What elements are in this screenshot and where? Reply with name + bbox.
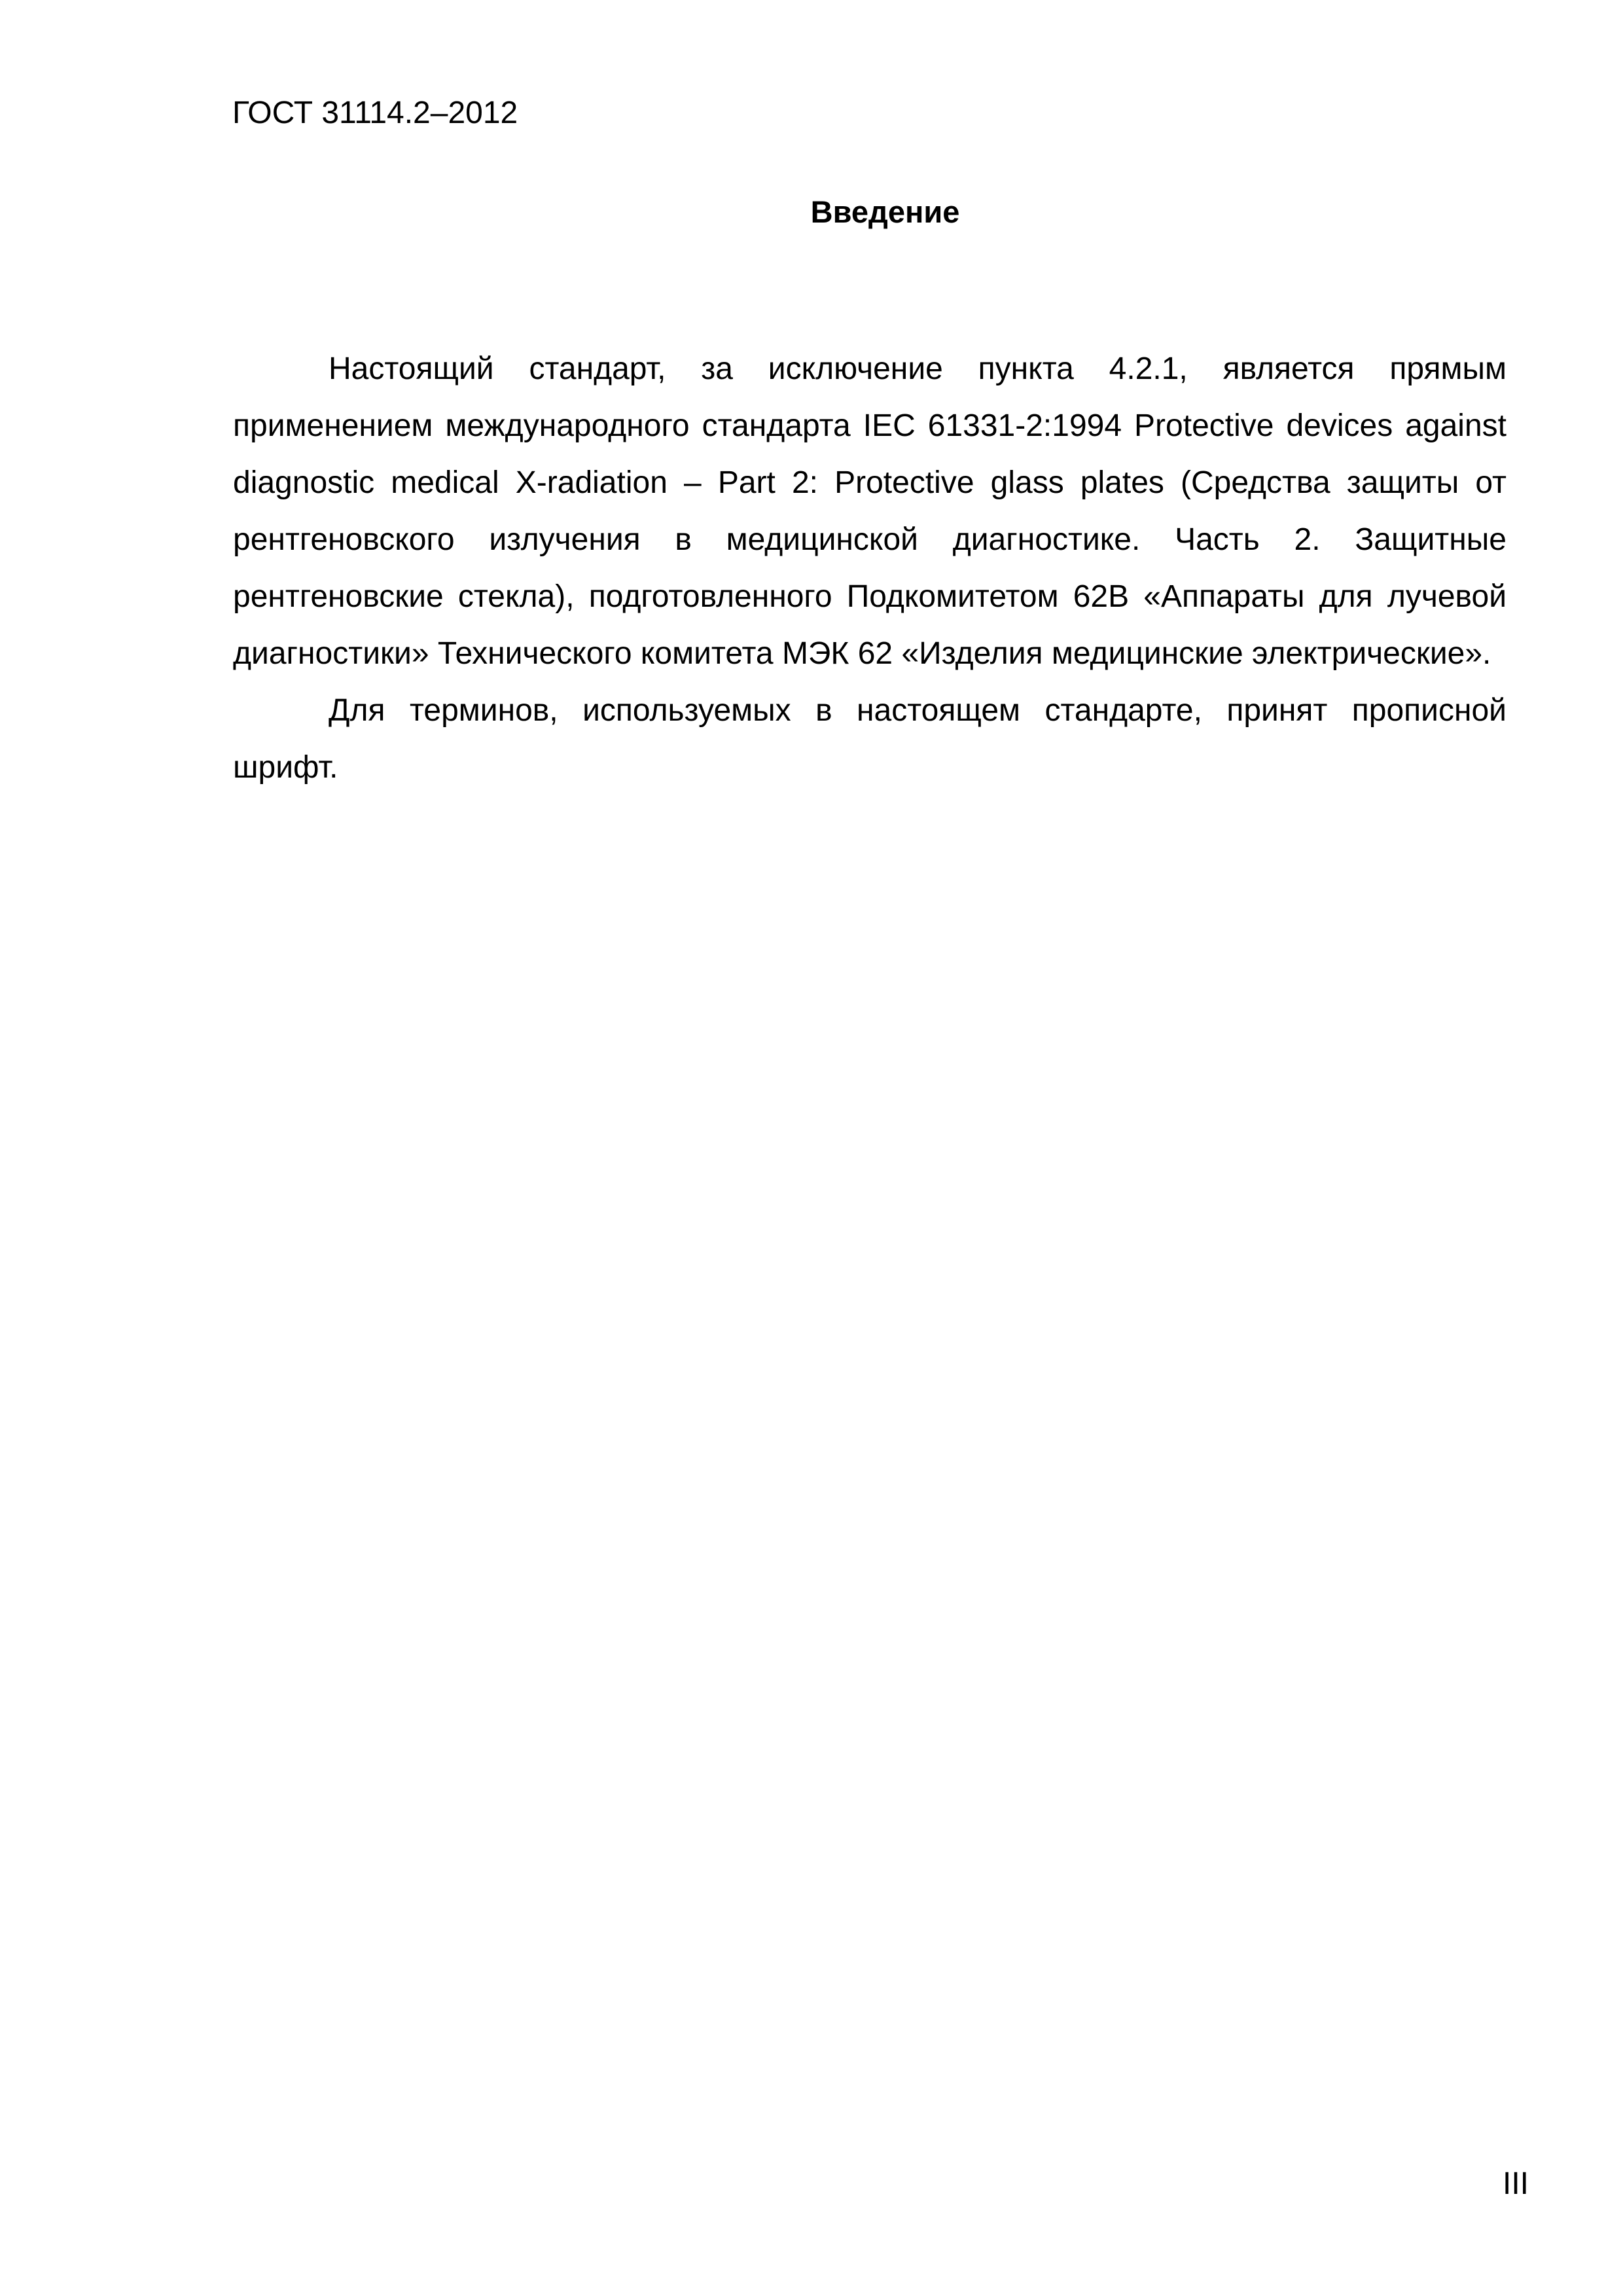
paragraph-intro: Настоящий стандарт, за исключение пункта 4.2.1, является прямым применением международного стандарта IEC 61331-2:1994 Protective devices against diagnostic medical X-radiation – Part 2: Protective glass plates (Средства защиты от рентгеновского излучения в медицинской диагностике. Часть 2. Защитные рентгеновские стекла), подготовленного Подкомитетом 62В «Аппараты для лучевой диагностики» Технического комитета МЭК 62 «Изделия медицинские электрические». [233, 351, 1507, 671]
paragraph-terms: Для терминов, используемых в настоящем стандарте, принят прописной шрифт. [233, 693, 1507, 785]
section-title: Введение [810, 194, 960, 229]
document-body [233, 340, 1507, 796]
page-number: III [1503, 2166, 1529, 2201]
document-header: ГОСТ 31114.2–2012 [232, 96, 518, 130]
